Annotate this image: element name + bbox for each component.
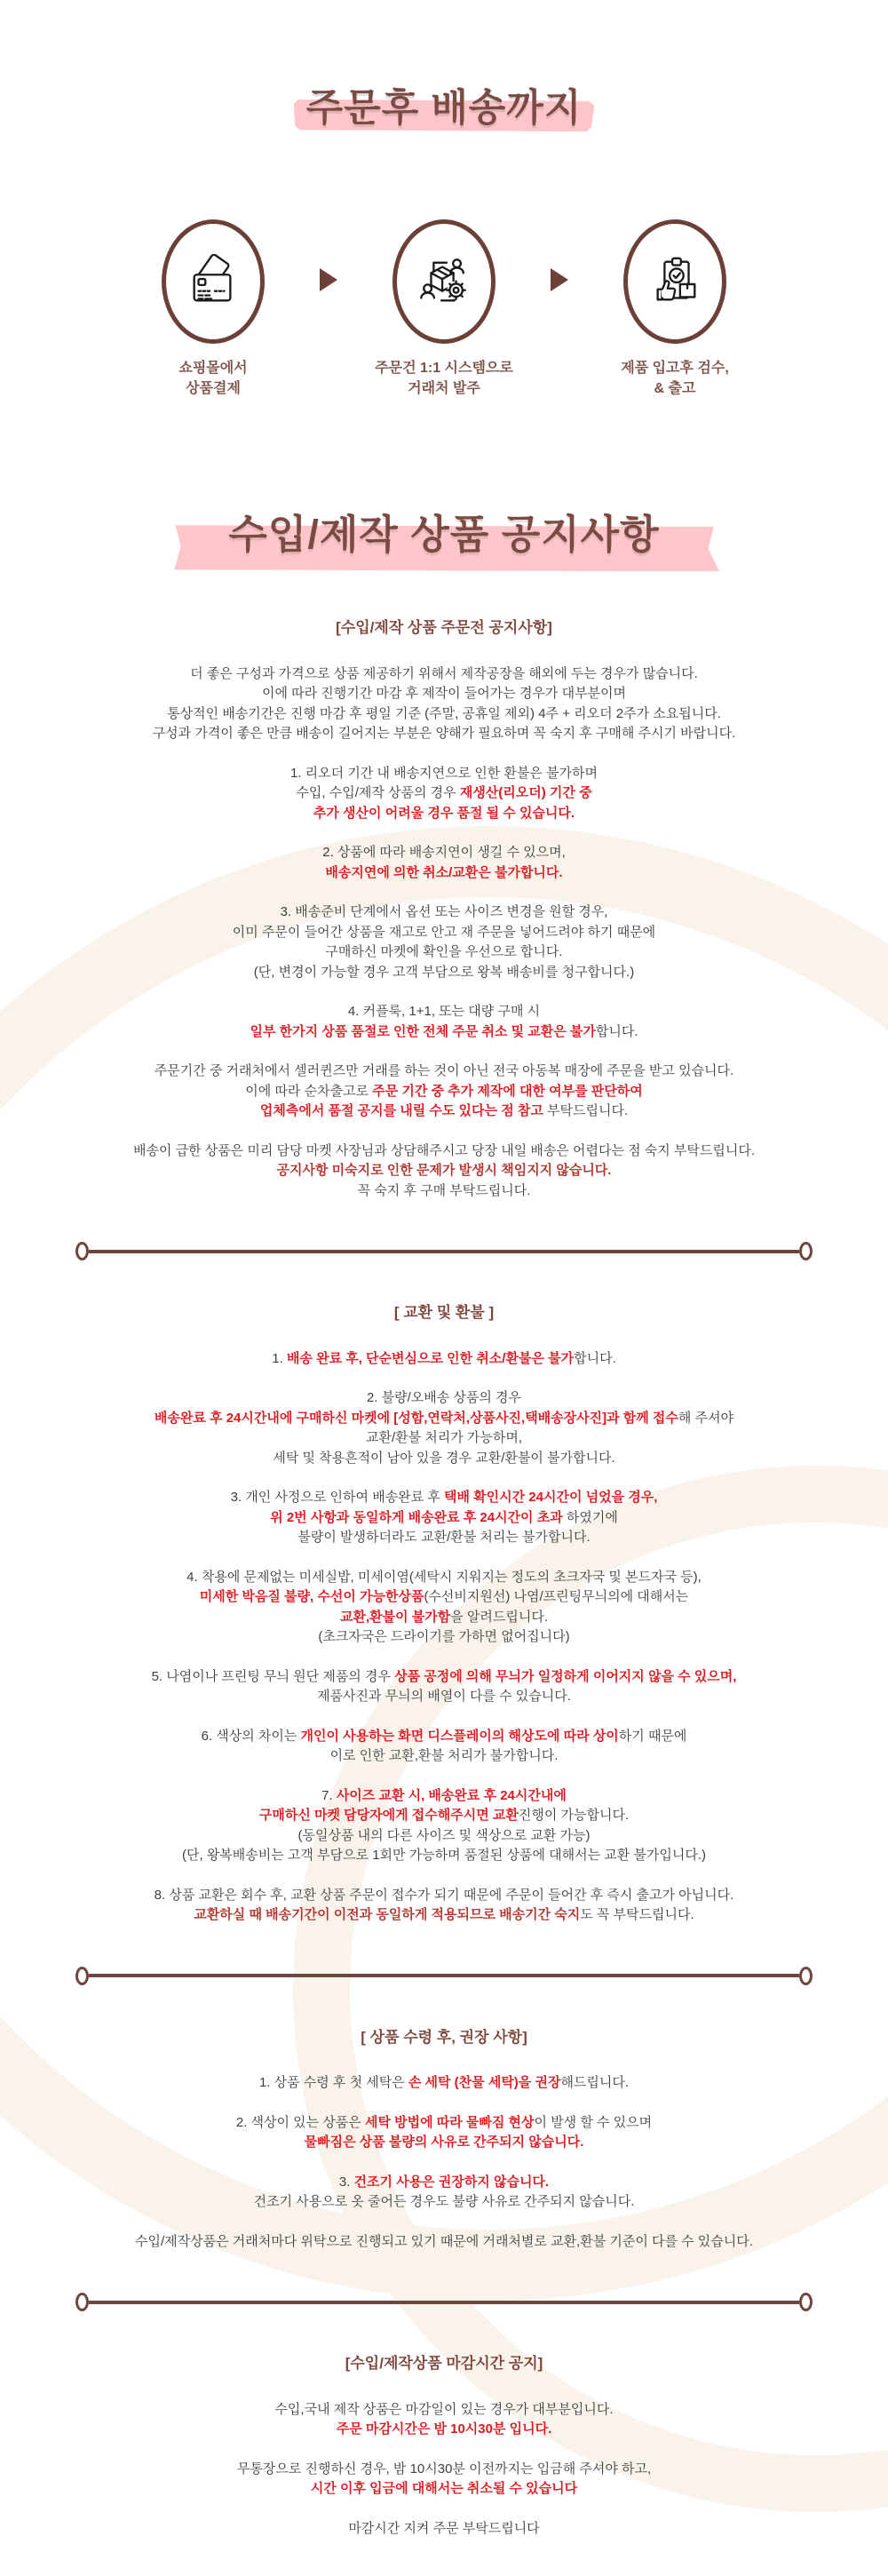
text-run: 3. <box>338 2174 354 2190</box>
notice-line <box>0 1687 888 1707</box>
notice-line <box>0 2460 888 2480</box>
notice-line <box>0 764 888 784</box>
notice-line <box>0 942 888 963</box>
notice-line <box>0 2479 888 2500</box>
section-deadline-notice <box>0 2352 888 2539</box>
process-steps <box>0 219 888 399</box>
text-run: 무통장으로 진행하신 경우, 밤 10시30분 이전까지는 입금해 주셔야 하고, <box>236 2461 652 2477</box>
text-run: 주문기간 중 거래처에서 셀러퀸즈만 거래를 하는 것이 아닌 전국 아동복 매장에 주문을 받고 있습니다. <box>154 1063 734 1079</box>
step-circle <box>162 219 265 344</box>
divider-ring <box>799 1967 813 1985</box>
text-run: 업체측에서 품절 공지를 내릴 수도 있다는 점 참고 <box>259 1103 548 1119</box>
notice-paragraph <box>0 2073 888 2094</box>
section-title: [ 교환 및 환불 ] <box>393 1304 495 1322</box>
section-divider <box>75 1242 813 1260</box>
text-run: 주문 기간 중 추가 제작에 대한 여부를 판단하여 <box>372 1083 643 1099</box>
notice-line <box>0 684 888 704</box>
text-run: 2. 색상이 있는 상품은 <box>235 2114 365 2130</box>
text-run: 6. 색상의 차이는 <box>201 1728 301 1744</box>
divider-ring <box>799 2293 813 2311</box>
notice-line <box>0 2133 888 2153</box>
notice-line <box>0 1002 888 1022</box>
text-run: 건조기 사용은 권장하지 않습니다. <box>353 2174 550 2190</box>
notice-line <box>0 923 888 943</box>
text-run: 추가 생산이 어려울 경우 품절 될 수 있습니다. <box>313 805 575 821</box>
divider-ring <box>75 2293 89 2311</box>
banner-title: 수입/제작 상품 공지사항 <box>228 512 660 558</box>
text-run: 세탁 및 착용흔적이 남아 있을 경우 교환/환불이 불가합니다. <box>273 1450 615 1466</box>
text-run: 7. <box>321 1787 337 1803</box>
notice-line <box>0 1905 888 1926</box>
notice-line <box>0 1349 888 1370</box>
divider-ring <box>75 1967 89 1985</box>
text-run: 위 2번 사항과 동일하게 배송완료 후 24시간이 초과 <box>270 1509 567 1525</box>
text-run: 제품사진과 무늬의 배열이 다를 수 있습니다. <box>317 1689 571 1705</box>
notice-paragraph <box>0 764 888 824</box>
text-run: 2. 상품에 따라 배송지연이 생길 수 있으며, <box>322 845 566 861</box>
section-divider <box>75 2293 813 2311</box>
step-order-system <box>337 219 551 399</box>
text-run: 수입, 수입/제작 상품의 경우 <box>296 785 460 801</box>
notice-paragraph <box>0 1349 888 1370</box>
notice-line <box>0 1428 888 1449</box>
notice-line <box>0 1568 888 1588</box>
text-run: 이미 주문이 들어간 상품을 재고로 안고 재 주문을 넣어드려야 하기 때문에 <box>232 924 656 940</box>
notice-paragraph <box>0 1488 888 1548</box>
text-run: 수입,국내 제작 상품은 마감일이 있는 경우가 대부분입니다. <box>274 2401 614 2417</box>
text-run: 8. 상품 교환은 회수 후, 교환 상품 주문이 접수가 되기 때문에 주문이 들어간 후 즉시 출고가 아닙니다. <box>154 1887 734 1903</box>
notice-line <box>0 1846 888 1866</box>
notice-paragraph <box>0 1002 888 1042</box>
notice-paragraph <box>0 843 888 883</box>
text-run: 교환하실 때 배송기간이 이전과 동일하게 적용되므로 배송기간 숙지 <box>194 1907 581 1923</box>
step-circle <box>392 219 496 344</box>
text-run: 3. 배송준비 단계에서 옵션 또는 사이즈 변경을 원할 경우, <box>280 904 608 920</box>
text-run: 불량이 발생하더라도 교환/환불 처리는 불가합니다. <box>297 1530 591 1546</box>
hero-title-wrap <box>306 78 583 132</box>
notice-paragraph <box>0 1568 888 1648</box>
notice-line <box>0 2400 888 2421</box>
text-run: 상품 공정에 의해 무늬가 일정하게 이어지지 않을 수 있으며, <box>394 1668 737 1684</box>
notice-paragraph <box>0 1786 888 1866</box>
notice-line <box>0 704 888 725</box>
page-title: 주문후 배송까지 <box>305 87 583 130</box>
notice-line <box>0 783 888 804</box>
text-run: 구성과 가격이 좋은 만큼 배송이 길어지는 부분은 양해가 필요하며 꼭 숙지 후 구매해 주시기 바랍니다. <box>152 726 736 742</box>
text-run: 하기 때문에 <box>618 1728 687 1744</box>
notice-line <box>0 1449 888 1469</box>
notice-line <box>0 2192 888 2213</box>
notice-line <box>0 2232 888 2253</box>
text-run: 4. 커플룩, 1+1, 또는 대량 구매 시 <box>347 1004 541 1020</box>
notice-paragraph <box>0 1667 888 1707</box>
notice-line <box>0 843 888 863</box>
notice-paragraph <box>0 1886 888 1926</box>
notice-line <box>0 2113 888 2134</box>
step-circle <box>623 219 726 344</box>
notice-line <box>0 1488 888 1508</box>
section-post-receipt-recommendations <box>0 2026 888 2312</box>
text-run: 부탁드립니다. <box>547 1103 629 1119</box>
notice-paragraph <box>0 2519 888 2540</box>
notice-line <box>0 1608 888 1628</box>
arrow-right-icon <box>551 268 568 291</box>
text-run: 건조기 사용으로 옷 줄어든 경우도 불량 사유로 간주되지 않습니다. <box>253 2194 635 2210</box>
divider-rule <box>89 2301 799 2304</box>
text-run: 이에 따라 순차출고로 <box>245 1083 373 1099</box>
notice-line <box>0 1727 888 1747</box>
text-run: 진행이 가능합니다. <box>518 1808 630 1824</box>
text-run: 해드립니다. <box>560 2075 630 2091</box>
text-run: 더 좋은 구성과 가격으로 상품 제공하기 위해서 제작공장을 해외에 두는 경우가 많습니다. <box>190 665 698 681</box>
text-run: 택배 확인시간 24시간이 넘었을 경우, <box>444 1490 658 1506</box>
notice-paragraph <box>0 2460 888 2500</box>
section-pre-order-notice <box>0 616 888 1260</box>
text-run: 하였기에 <box>566 1509 618 1525</box>
notice-line <box>0 1528 888 1548</box>
notice-line <box>0 724 888 744</box>
text-run: 1. 리오더 기간 내 배송지연으로 인한 환불은 불가하며 <box>290 765 598 781</box>
notice-line <box>0 902 888 923</box>
text-run: 미세한 박음질 불량, 수선이 가능한상품 <box>199 1589 424 1605</box>
text-run: 물빠짐은 상품 불량의 사유로 간주되지 않습니다. <box>304 2135 584 2151</box>
text-run: 시간 이후 입금에 대해서는 취소될 수 있습니다 <box>310 2481 578 2497</box>
notice-line <box>0 1806 888 1826</box>
notice-line <box>0 1161 888 1181</box>
divider-ring <box>75 1242 89 1260</box>
step-label <box>568 358 781 399</box>
divider-rule <box>89 1250 799 1253</box>
notice-paragraph <box>0 1388 888 1468</box>
step-label-line: 주문건 1:1 시스템으로 <box>375 361 513 376</box>
text-run: 5. 나염이나 프린팅 무늬 원단 제품의 경우 <box>151 1668 395 1684</box>
notice-line <box>0 1587 888 1608</box>
step-label-line: & 출고 <box>654 381 696 397</box>
text-run: 1. 상품 수령 후 첫 세탁은 <box>258 2075 408 2091</box>
text-run: (수선비지원선) 나염/프린팅무늬의에 대해서는 <box>424 1589 689 1605</box>
notice-line <box>0 1667 888 1688</box>
text-run: 마감시간 지켜 주문 부탁드립니다 <box>348 2520 540 2536</box>
divider-ring <box>799 1242 813 1260</box>
text-run: 합니다. <box>595 1023 638 1039</box>
section-divider <box>75 1967 813 1985</box>
notice-paragraph <box>0 664 888 744</box>
notice-line <box>0 1508 888 1529</box>
text-run: 배송지연에 의한 취소/교환은 불가합니다. <box>325 864 563 880</box>
notice-line <box>0 1826 888 1847</box>
notice-line <box>0 664 888 685</box>
text-run: 재생산(리오더) 기간 중 <box>459 785 592 801</box>
step-payment <box>107 219 320 399</box>
notice-line <box>0 1061 888 1082</box>
step-inspection <box>568 219 781 399</box>
notice-line <box>0 2173 888 2193</box>
notice-line <box>0 804 888 824</box>
text-run: 이 발생 할 수 있으며 <box>534 2114 653 2130</box>
text-run: 교환/환불 처리가 가능하며, <box>365 1430 523 1446</box>
text-run: 구매하신 마켓 담당자에게 접수해주시면 교환 <box>258 1808 519 1824</box>
text-run: 을 알려드립니다. <box>450 1609 549 1625</box>
notice-line <box>0 1409 888 1429</box>
section-title: [수입/제작상품 마감시간 공지] <box>345 2355 543 2373</box>
section-title: [수입/제작 상품 주문전 공지사항] <box>336 619 552 637</box>
text-run: 2. 불량/오배송 상품의 경우 <box>366 1390 522 1406</box>
notice-line <box>0 1101 888 1122</box>
text-run: 배송이 급한 상품은 미리 담당 마켓 사장님과 상담해주시고 당장 내일 배송은 어렵다는 점 숙지 부탁드립니다. <box>132 1142 756 1158</box>
section-exchange-refund <box>0 1301 888 1985</box>
text-run: 일부 한가지 상품 품절로 인한 전체 주문 취소 및 교환은 불가 <box>250 1023 596 1039</box>
text-run: 합니다. <box>574 1350 616 1366</box>
notice-paragraph <box>0 1061 888 1122</box>
section-banner <box>0 502 888 560</box>
notice-line <box>0 1141 888 1162</box>
notice-body <box>0 616 888 2539</box>
text-run: (단, 변경이 가능할 경우 고객 부담으로 왕복 배송비를 청구합니다.) <box>253 964 635 980</box>
text-run: 주문 마감시간은 밤 10시30분 입니다. <box>336 2421 552 2437</box>
text-run: 이로 인한 교환,환불 처리가 불가합니다. <box>329 1748 559 1764</box>
notice-paragraph <box>0 2113 888 2153</box>
hero-section <box>0 0 888 399</box>
arrow-right-icon <box>320 268 337 291</box>
text-run: 배송 완료 후, 단순변심으로 인한 취소/환불은 불가 <box>286 1350 575 1366</box>
notice-line <box>0 1886 888 1906</box>
notice-paragraph <box>0 2173 888 2213</box>
notice-paragraph <box>0 2232 888 2253</box>
credit-card-icon <box>186 254 241 309</box>
step-label <box>337 358 551 399</box>
text-run: (단, 왕복배송비는 고객 부담으로 1회만 가능하며 품절된 상품에 대해서는 교환 불가입니다.) <box>182 1848 706 1864</box>
notice-paragraph <box>0 1727 888 1767</box>
text-run: 교환,환불이 불가함 <box>339 1609 451 1625</box>
notice-line <box>0 1082 888 1102</box>
text-run: 손 세탁 (찬물 세탁)을 권장 <box>408 2075 561 2091</box>
text-run: 도 꼭 부탁드립니다. <box>580 1907 694 1923</box>
text-run: 수입/제작상품은 거래처마다 위탁으로 진행되고 있기 때문에 거래처별로 교환,환불 기준이 다를 수 있습니다. <box>135 2233 753 2249</box>
divider-rule <box>89 1974 799 1977</box>
text-run: 개인이 사용하는 화면 디스플레이의 해상도에 따라 상이 <box>300 1728 619 1744</box>
text-run: 꼭 숙지 후 구매 부탁드립니다. <box>357 1182 531 1198</box>
notice-paragraph <box>0 902 888 982</box>
text-run: 세탁 방법에 따라 물빠짐 현상 <box>364 2114 535 2130</box>
text-run: (초크자국은 드라이기를 가하면 없어집니다) <box>318 1629 570 1645</box>
notice-paragraph <box>0 1141 888 1202</box>
step-label-line: 거래처 발주 <box>408 381 480 397</box>
notice-line <box>0 1181 888 1202</box>
text-run: 구매하신 마켓에 확인을 우선으로 합니다. <box>325 944 563 960</box>
text-run: 4. 착용에 문제없는 미세실밥, 미세이염(세탁시 지워지는 정도의 초크자국 및 본드자국 등), <box>186 1569 702 1585</box>
text-run: (동일상품 내의 다른 사이즈 및 색상으로 교환 가능) <box>297 1827 591 1843</box>
notice-line <box>0 2519 888 2540</box>
notice-line <box>0 2420 888 2440</box>
notice-line <box>0 1786 888 1807</box>
notice-line <box>0 1022 888 1043</box>
text-run: 1. <box>272 1350 287 1366</box>
step-label-line: 제품 입고후 검수, <box>621 361 729 376</box>
order-system-icon <box>416 254 472 309</box>
text-run: 공지사항 미숙지로 인한 문제가 발생시 책임지지 않습니다. <box>276 1163 612 1179</box>
text-run: 이에 따라 진행기간 마감 후 제작이 들어가는 경우가 대부분이며 <box>261 686 627 702</box>
text-run: 사이즈 교환 시, 배송완료 후 24시간내에 <box>336 1787 567 1803</box>
notice-line <box>0 2073 888 2094</box>
step-label <box>107 358 320 399</box>
text-run: 3. 개인 사정으로 인하여 배송완료 후 <box>230 1490 444 1506</box>
notice-line <box>0 1388 888 1409</box>
notice-paragraph <box>0 2400 888 2440</box>
text-run: 배송완료 후 24시간내에 구매하신 마켓에 [성함,연락처,상품사진,택배송장사진]과 함께 접수 <box>154 1410 678 1426</box>
text-run: 통상적인 배송기간은 진행 마감 후 평일 기준 (주말, 공휴일 제외) 4주 + 리오더 2주가 소요됩니다. <box>167 705 721 721</box>
text-run: 해 주셔야 <box>678 1410 734 1426</box>
step-label-line: 상품결제 <box>186 381 241 397</box>
notice-line <box>0 863 888 884</box>
inspection-icon <box>647 254 702 309</box>
notice-line <box>0 1746 888 1767</box>
notice-line <box>0 963 888 983</box>
step-label-line: 쇼핑몰에서 <box>178 361 248 376</box>
notice-line <box>0 1627 888 1648</box>
section-title: [ 상품 수령 후, 권장 사항] <box>361 2028 527 2046</box>
